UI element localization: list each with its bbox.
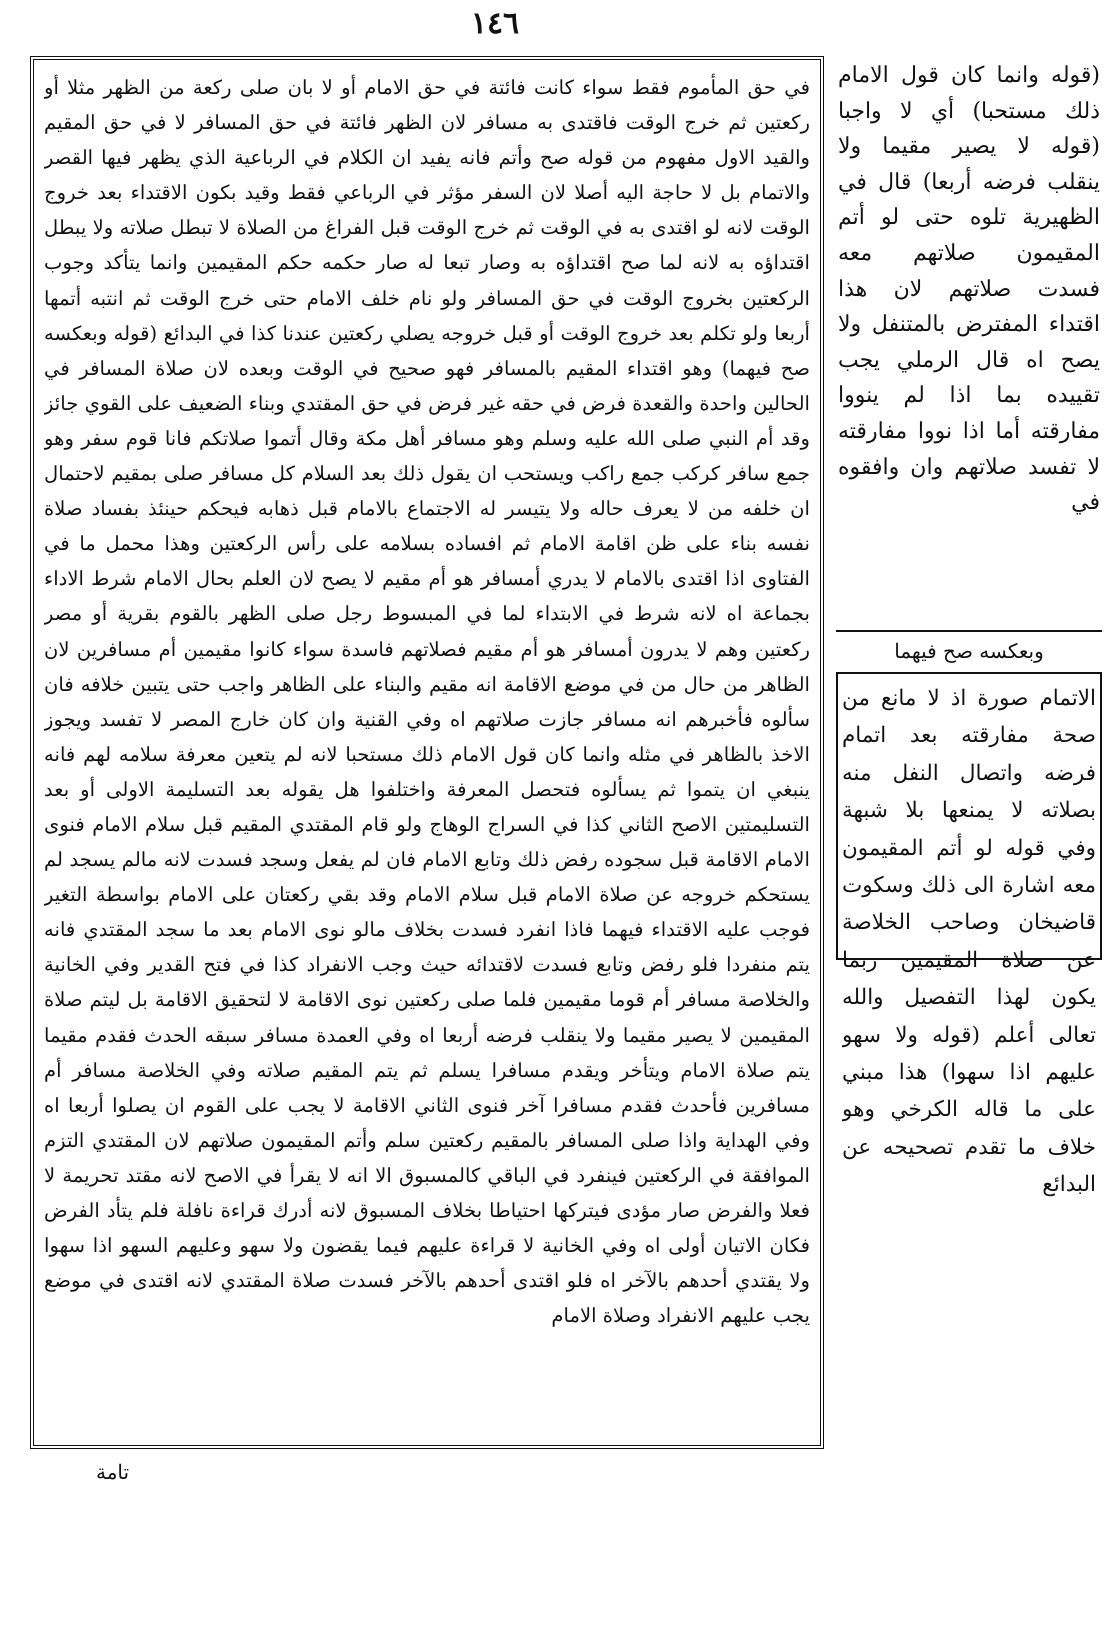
- marginal-gloss-bottom-text: الاتمام صورة اذ لا مانع من صحة مفارقته بعد اتمام فرضه واتصال النفل منه بصلاته لا يمنعها بلا شبهة وفي قوله لو أتم المقيمون معه اشارة الى ذلك وسكوت قاضيخان وصاحب الخلاصة عن صلاة المقيمين ربما يكون لهذا التفصيل والله تعالى أعلم (قوله ولا سهو عليهم اذا سهوا) هذا مبني على ما قاله الكرخي وهو خلاف ما تقدم تصحيحه عن البدائع: [842, 686, 1096, 1198]
- main-text-body: في حق المأموم فقط سواء كانت فائتة في حق الامام أو لا بان صلى ركعة من الظهر مثلا أو ركعتين ثم خرج الوقت فاقتدى به مسافر لان الظهر فائتة في حق المسافر لا في حق المقيم والقيد الاول مفهوم من قوله صح وأتم فانه يفيد ان الكلام في الرباعية الذي يظهر فيها القصر والاتمام بل لا حاجة اليه أصلا لان السفر مؤثر في الرباعي فقط وقيد بكون الاقتداء بعد خروج الوقت لانه لو اقتدى به في الوقت ثم خرج الوقت قبل الفراغ من الصلاة لا تبطل صلاته ولا يبطل اقتداؤه به لانه لما صح اقتداؤه به وصار تبعا له صار حكمه حكم المقيمين وانما يتأكد وجوب الركعتين بخروج الوقت في حق المسافر ولو نام خلف الامام حتى خرج الوقت ثم انتبه أتمها أربعا ولو تكلم بعد خروج الوقت أو قبل خروجه يصلي ركعتين عندنا كذا في البدائع (قوله وبعكسه صح فيهما) وهو اقتداء المقيم بالمسافر فهو صحيح في الوقت وبعده لان صلاة المسافر في الحالين واحدة والقعدة فرض في حقه غير فرض في حق المقتدي وبناء الضعيف على القوي جائز وقد أم النبي صلى الله عليه وسلم وهو مسافر أهل مكة وقال أتموا صلاتكم فانا قوم سفر وهو جمع سافر كركب جمع راكب ويستحب ان يقول ذلك بعد السلام كل مسافر صلى بمقيم لاحتمال ان خلفه من لا يعرف حاله ولا يتيسر له الاجتماع بالامام قبل ذهابه فيحكم حينئذ بفساد صلاة نفسه بناء على ظن اقامة الامام ثم افساده بسلامه على رأس الركعتين وهذا محمل ما في الفتاوى اذا اقتدى بالامام لا يدري أمسافر هو أم مقيم لا يصح لان العلم بحال الامام شرط الاداء بجماعة اه لانه شرط في الابتداء لما في المبسوط رجل صلى الظهر بالقوم بقرية أو مصر ركعتين وهم لا يدرون أمسافر هو أم مقيم فصلاتهم فاسدة سواء كانوا مقيمين أم مسافرين لان الظاهر من حال من في موضع الاقامة انه مقيم والبناء على الظاهر واجب حتى يتبين خلافه فان سألوه فأخبرهم انه مسافر جازت صلاتهم اه وفي القنية وان كان خارج المصر لا تفسد ويجوز الاخذ بالظاهر في مثله وانما كان قول الامام ذلك مستحبا لانه لم يتعين معرفة سلامه لهم فانه ينبغي ان يتموا ثم يسألوه فتحصل المعرفة واختلفوا هل يقوله بعد التسليمة الاولى أو بعد التسليمتين الاصح الثاني كذا في السراج الوهاج ولو قام المقتدي المقيم قبل سلام الامام فنوى الامام الاقامة قبل سجوده رفض ذلك وتابع الامام فان لم يفعل وسجد فسدت لانه مالم يسجد لم يستحكم خروجه عن صلاة الامام قبل سلام الامام وقد بقي ركعتان على الامام بواسطة التغير فوجب عليه الاقتداء فيهما فاذا انفرد فسدت بخلاف مالو نوى الامام بعد ما سجد المقتدي فانه يتم منفردا فلو رفض وتابع فسدت لاقتدائه حيث وجب الانفراد كذا في فتح القدير وفي الخانية والخلاصة مسافر أم قوما مقيمين فلما صلى ركعتين نوى الاقامة لا لتحقيق الاقامة بل ليتم صلاة المقيمين لا يصير مقيما ولا ينقلب فرضه أربعا اه وفي العمدة مسافر سبقه الحدث فقدم مقيما يتم صلاة الامام ويتأخر ويقدم مسافرا يسلم ثم يتم المقيم صلاته وفي الخلاصة مسافر أم مسافرين فأحدث فقدم مسافرا آخر فنوى الثاني الاقامة لا يجب على القوم ان يصلوا أربعا اه وفي الهداية واذا صلى المسافر بالمقيم ركعتين سلم وأتم المقيمون صلاتهم لان المقتدي التزم الموافقة في الركعتين فينفرد في الباقي كالمسبوق الا انه لا يقرأ في الاصح لانه مقتد تحريمة لا فعلا والفرض صار مؤدى فيتركها احتياطا بخلاف المسبوق لانه أدرك قراءة نافلة فلم يتأد الفرض فكان الاتيان أولى اه وفي الخانية لا قراءة عليهم فيما يقضون ولا سهو وعليهم السهو اذا سهوا ولا يقتدي أحدهم بالآخر اه فلو اقتدى أحدهم بالآخر فسدت صلاة المقتدي لانه اقتدى في موضع يجب عليهم الانفراد وصلاة الامام: [44, 76, 810, 1328]
- marginal-divider: [836, 630, 1102, 632]
- catchword: تامة: [96, 1460, 130, 1484]
- page-number: ١٤٦: [470, 6, 520, 41]
- marginal-gloss-bottom: [842, 680, 1096, 1640]
- marginal-gloss-top: [838, 58, 1100, 630]
- marginal-gloss-top-text: (قوله وانما كان قول الامام ذلك مستحبا) أي لا واجبا (قوله لا يصير مقيما ولا ينقلب فرضه أربعا) قال في الظهيرية تلوه حتى لو أتم المقيمون صلاتهم معه فسدت صلاتهم لان هذا اقتداء المفترض بالمتنفل ولا يصح اه قال الرملي يجب تقييده بما اذا لم ينووا مفارقته أما اذا نووا مفارقته لا تفسد صلاتهم وان وافقوه في: [838, 63, 1100, 516]
- marginal-heading: وبعكسه صح فيهما: [894, 639, 1044, 663]
- main-text-column: [44, 70, 810, 1440]
